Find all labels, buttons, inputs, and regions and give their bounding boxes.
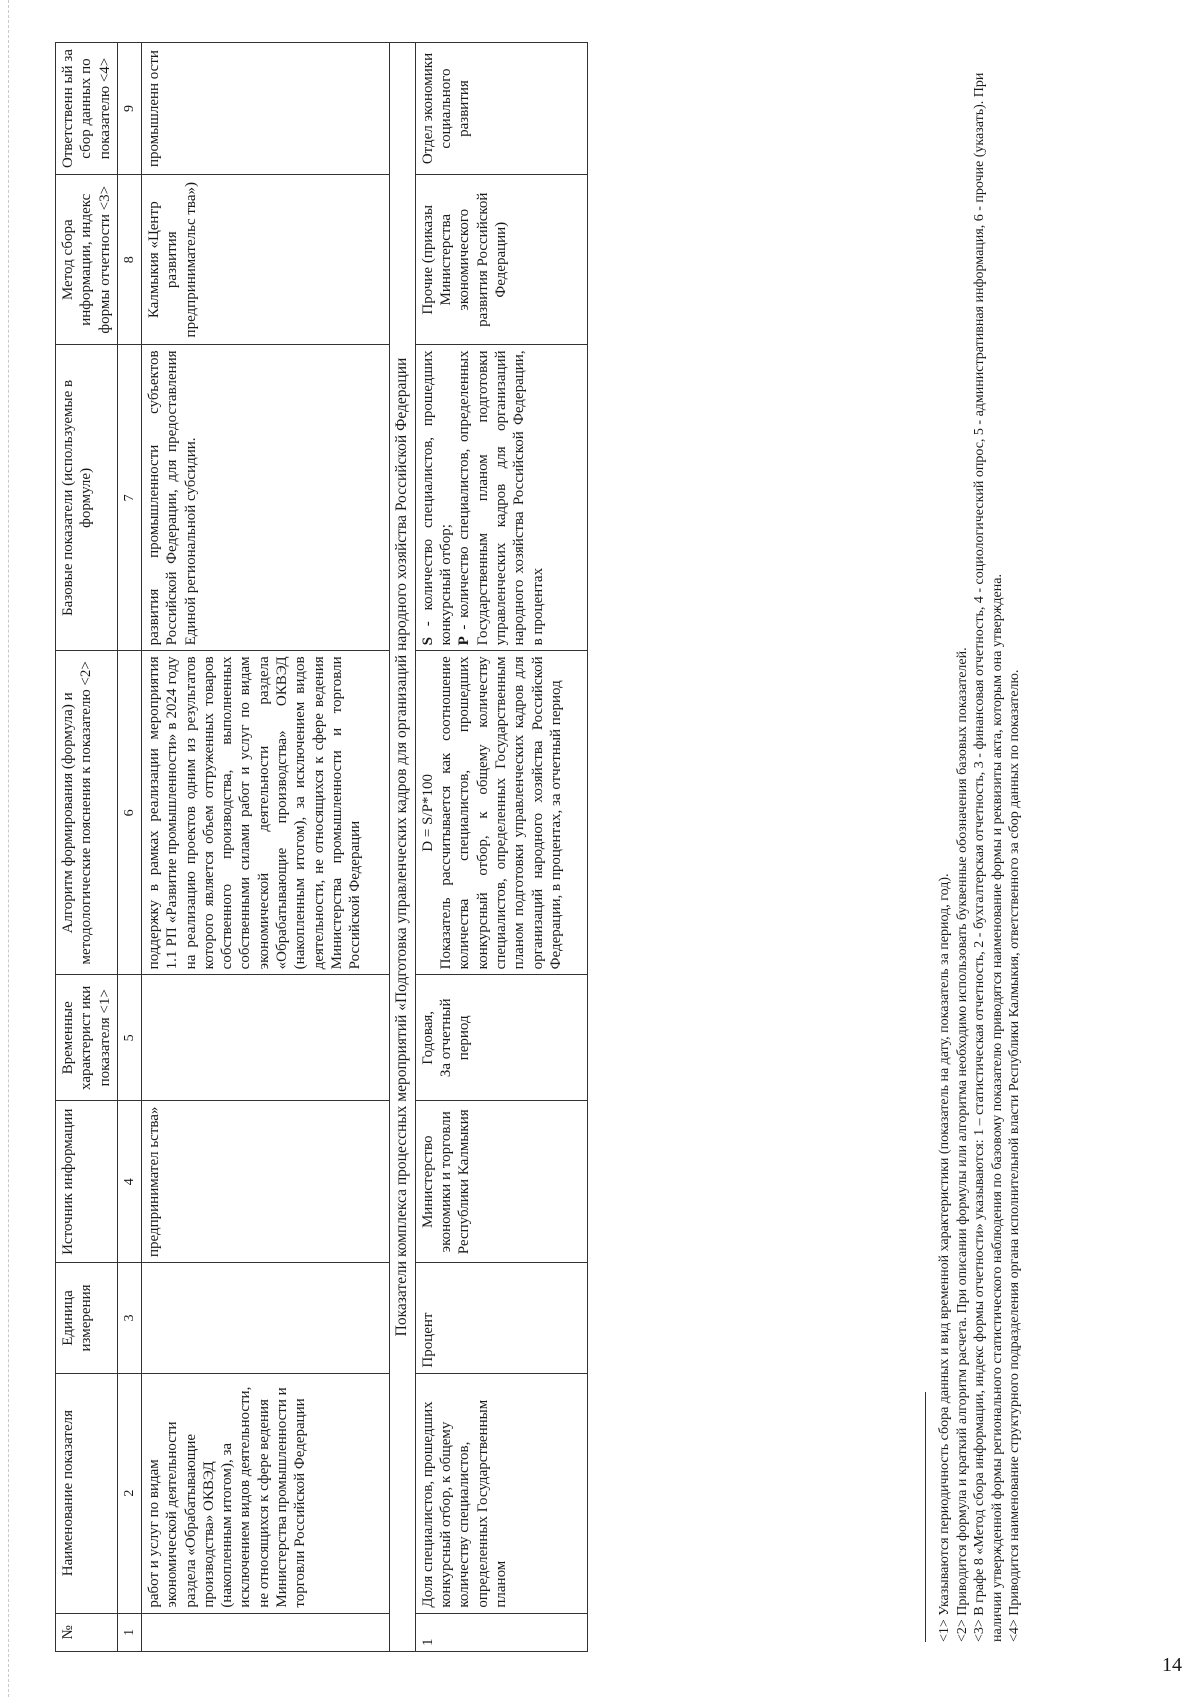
indicators-table: [55, 42, 588, 1652]
row-number: [141, 1613, 389, 1651]
base-p-definition: [455, 350, 546, 645]
header-method: Метод сбора информации, индекс формы отчетности <3>: [56, 175, 118, 345]
method-cell: Калмыкия «Центр развития предпринимательс тва»): [141, 175, 389, 345]
header-row: [56, 43, 118, 1652]
base-s-definition: [419, 350, 456, 645]
time-cell: [415, 975, 587, 1101]
method-cell: Прочие (приказы Министерства экономического развития Российской Федерации): [415, 175, 587, 345]
algorithm-cell: [415, 651, 587, 975]
column-number: 9: [117, 43, 141, 175]
column-number: 4: [117, 1101, 141, 1263]
column-number: 8: [117, 175, 141, 345]
base-s-text: - количество специалистов, прошедших конкурсный отбор;: [419, 350, 455, 646]
source-cell: Министерство экономики и торговли Республики Калмыкия: [415, 1101, 587, 1263]
header-time: Временные характерист ики показателя <1>: [56, 975, 118, 1101]
column-number: 1: [117, 1613, 141, 1651]
base-s-letter: S: [419, 637, 436, 646]
footnote-4: <4> Приводится наименование структурного подразделения органа исполнительной власти Республики Калмыкия, ответственного за сбор данных по показателю.: [1007, 669, 1022, 1642]
source-cell: предпринимател ьства»: [141, 1101, 389, 1263]
base-p-text: - количество специалистов, определенных Государственным планом подготовки управленческих кадров для организаций народного хозяйства Российской Федерации, в процентах: [456, 350, 546, 646]
indicator-name: Доля специалистов, прошедших конкурсный отбор, к общему количеству специалистов, определенных Государственным планом: [415, 1373, 587, 1613]
header-responsible: Ответственн ый за сбор данных по показателю <4>: [56, 43, 118, 175]
column-number: 6: [117, 651, 141, 975]
base-indicators-cell: развития промышленности субъектов Российской Федерации, для предоставления Единой региональной субсидии.: [141, 345, 389, 651]
header-number: №: [56, 1613, 118, 1651]
column-number: 3: [117, 1263, 141, 1373]
time-type: За отчетный период: [438, 998, 473, 1078]
header-algorithm: Алгоритм формирования (формула) и методологические пояснения к показателю <2>: [56, 651, 118, 975]
footnote-separator: [925, 1392, 926, 1642]
footnotes: [925, 32, 1024, 1642]
footnote-2: <2> Приводится формула и краткий алгоритм расчета. При описании формулы или алгоритма необходимо использовать буквенные обозначения базовых показателей.: [954, 647, 970, 1642]
footnote-3: <3> В графе 8 «Метод сбора информации, индекс формы отчетности» указываются: 1 – статистическая отчетность, 2 - бухгалтерская отчетность, 3 - финансовая отчетность, 4 - социологический опрос, 5 - административная информация, 6 - прочие (указать). При наличии утвержденной формы регионального статистического наблюдения по базовому показателю приводятся наименование формы и реквизиты акта, которым она утверждена.: [972, 72, 1005, 1642]
column-number: 2: [117, 1373, 141, 1613]
algorithm-text: Показатель рассчитывается как соотношение количества специалистов, прошедших конкурсный отбор, к общему количеству специалистов, определенных Государственным планом подготовки управленческих кадров для организаций народного хозяйства Российской Федерации, в процентах, за отчетный период: [438, 656, 564, 970]
column-number: 7: [117, 345, 141, 651]
table-row: [141, 43, 389, 1652]
row-number: 1: [415, 1613, 587, 1651]
responsible-cell: Отдел экономики социального развития: [415, 43, 587, 175]
formula: D = S/P*100: [419, 774, 436, 852]
section-row: [389, 43, 415, 1652]
algorithm-cell: поддержку в рамках реализации мероприятия 1.1 РП «Развитие промышленности» в 2024 году на реализацию проектов одним из результатов которого является объем отгруженных товаров собственного производства, выполненных собственными силами работ и услуг по видам экономической деятельности раздела «Обрабатывающие производства» ОКВЭД (накопленным итогом), за исключением видов деятельности, не относящихся к сфере ведения Министерства промышленности и торговли Российской Федерации: [141, 651, 389, 975]
section-title: Показатели комплекса процессных мероприятий «Подготовка управленческих кадров для организаций народного хозяйства Российской Федерации: [389, 43, 415, 1652]
time-cell: [141, 975, 389, 1101]
column-number-row: [117, 43, 141, 1652]
header-source: Источник информации: [56, 1101, 118, 1263]
footnote-1: <1> Указываются периодичность сбора данных и вид временной характеристики (показатель на дату, показатель за период, год).: [937, 873, 952, 1642]
page-number: 14: [1162, 1654, 1182, 1676]
header-base: Базовые показатели (используемые в формуле): [56, 345, 118, 651]
table-row: [415, 43, 587, 1652]
time-periodicity: Годовая,: [419, 1010, 436, 1065]
base-p-letter: P: [456, 636, 473, 646]
column-number: 5: [117, 975, 141, 1101]
responsible-cell: промышленн ости: [141, 43, 389, 175]
indicator-name: работ и услуг по видам экономической деятельности раздела «Обрабатывающие производства» ОКВЭД (накопленным итогом), за исключением видов деятельности, не относящихся к сфере ведения Министерства промышленности и торговли Российской Федерации: [141, 1373, 389, 1613]
unit-cell: Процент: [415, 1263, 587, 1373]
header-unit: Единица измерения: [56, 1263, 118, 1373]
base-indicators-cell: [415, 345, 587, 651]
unit-cell: [141, 1263, 389, 1373]
header-name: Наименование показателя: [56, 1373, 118, 1613]
